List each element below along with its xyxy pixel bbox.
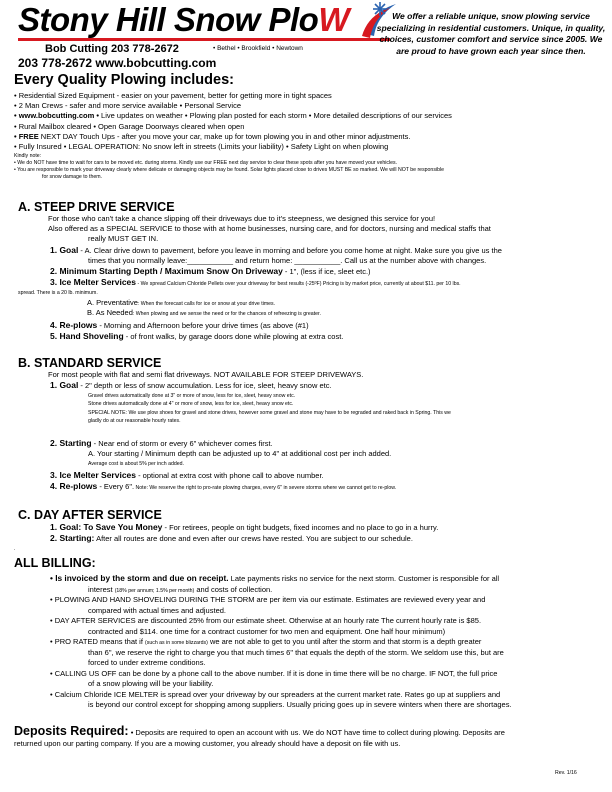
steep-depth-label: 2. Minimum Starting Depth / Maximum Snow On Driveway xyxy=(50,266,283,277)
free-bold: • FREE xyxy=(14,131,39,141)
billing-interest-rate: (18% per annum; 1.5% per month) xyxy=(114,587,195,594)
phone-website: 203 778-2672 www.bobcutting.com xyxy=(18,56,217,70)
dayafter-start-text: After all routes are done and even after our crews have rested. You are subject to our schedule. xyxy=(94,534,413,544)
steep-replow-label: 4. Re-plows xyxy=(50,320,98,330)
standard-replow-note: Note: We reserve the right to pro-rate plowing charges, every 6" in severe storms where we cannot get to re-plow. xyxy=(134,485,397,492)
billing-interest: interest xyxy=(88,584,115,594)
dayafter-goal-text: - For retirees, people on tight budgets, fixed incomes and no place to go in a hurry. xyxy=(162,523,439,532)
preventative-label: A. Preventative xyxy=(87,298,138,307)
standard-start-label: 2. Starting xyxy=(50,438,92,448)
deposits-block xyxy=(14,726,505,749)
steep-depth-text: - 1", (less if ice, sleet etc.) xyxy=(282,267,371,277)
dayafter-goal-label: 1. Goal: To Save You Money xyxy=(50,522,163,532)
billing-invoice-bold: • Is invoiced by the storm and due on receipt. xyxy=(50,573,229,583)
deposits-text2: returned upon our parting company. If you are a mowing customer, you already should have a deposit on file with us. xyxy=(14,739,401,748)
intro-line: • 2 Man Crews - safer and more service available • Personal Service xyxy=(14,101,242,111)
standard-start-text: - Near end of storm or every 6" whichever comes first. xyxy=(91,439,273,448)
billing-prorated: • PRO RATED means that if xyxy=(50,637,146,646)
dayafter-body xyxy=(50,522,438,544)
steep-replow-text: - Morning and Afternoon before your drive times (as above (#1) xyxy=(97,321,309,330)
web-bold: • www.bobcutting.com • xyxy=(14,111,99,121)
steep-p2b: really MUST GET IN. xyxy=(88,234,159,244)
contact-name-phone: Bob Cutting 203 778-2672 xyxy=(45,43,179,55)
steep-ice-text2: spread. There is a 20 lb. minimum. xyxy=(18,290,98,296)
billing-icemelter: • Calcium Chloride ICE MELTER is spread over your driveway by our spreaders at the current market rate. Rates go up at suppliers and xyxy=(50,689,501,699)
intro-list xyxy=(14,91,452,152)
billing-plowing-cont: compared with actual times and adjusted. xyxy=(88,605,226,615)
steep-shovel-text: - of front walks, by garage doors done while plowing at extra cost. xyxy=(123,332,344,342)
standard-more xyxy=(50,470,396,492)
billing-dayafter: • DAY AFTER SERVICES are discounted 25% from our estimate sheet. Otherwise at an hourly rate The current hourly rate is $85. xyxy=(50,616,482,625)
web-rest: Live updates on weather • Plowing plan posted for each storm • More detailed descriptions of our services xyxy=(98,111,452,121)
standard-ice-text: - optional at extra cost with phone call to above number. xyxy=(136,471,324,480)
intro-web-line xyxy=(14,111,452,121)
note-mark-cont: for snow damage to them. xyxy=(42,174,102,180)
deposits-heading: Deposits Required: xyxy=(14,724,129,738)
billing-calloff-cont: of a snow plowing will be your liability. xyxy=(88,679,214,688)
standard-replow-label: 4. Re-plows xyxy=(50,481,98,492)
steep-ice-text: - We spread Calcium Chloride Pellets over your driveway for best results (-25ºF) Pricing is by market price, currently at about $11. per 10 lbs. xyxy=(136,281,461,288)
steep-p2: Also offered as a SPECIAL SERVICE to those with at home businesses, nursing care, and for doctors, nursing and medical staffs that xyxy=(48,224,491,234)
steep-goal-text: - A. Clear drive down to pavement, before you leave in morning and before you come home at night. Make sure you give us the xyxy=(78,245,502,255)
preventative-text: : When the forecast calls for ice or snow at your drive times. xyxy=(137,301,276,307)
gravel-note: Gravel drives automatically done at 3" or more of snow, less for ice, sleet, heavy snow etc. xyxy=(88,393,296,399)
intro-notes xyxy=(14,153,444,181)
stray-dot: . xyxy=(14,546,16,552)
steep-goal-text2: times that you normally leave:___________ and return home: ___________. Call us at the number above with changes. xyxy=(88,255,487,265)
free-rest: NEXT DAY Touch Ups - after you move your car, make up for town plowing you in and other minor adjustments. xyxy=(38,131,411,141)
standard-avg-cost: Average cost is about 5% per inch added. xyxy=(88,461,184,467)
standard-p1: For most people with flat and semi flat driveways. NOT AVAILABLE FOR STEEP DRIVEWAYS. xyxy=(48,370,364,379)
standard-ice-label: 3. Ice Melter Services xyxy=(50,470,137,480)
intro-heading: Every Quality Plowing includes: xyxy=(14,72,234,88)
as-needed-text: : When plowing and we sense the need or for the chances of refreezing is greater. xyxy=(132,311,321,318)
intro-line: • Fully Insured • LEGAL OPERATION: No snow left in streets (Limits your liability) • Safety Light on when plowing xyxy=(14,142,389,152)
steep-p1: For those who can't take a chance slipping off their driveways due to it's steepness, we designed this service for you! xyxy=(48,214,436,223)
standard-start-a: A. Your starting / Minimum depth can be adjusted up to 4" at additional cost per inch added. xyxy=(88,449,392,459)
billing-prorated-rest: we are not able to get to you until after the storm and that storm is a depth greater xyxy=(207,637,482,646)
standard-goal-text: - 2" depth or less of snow accumulation. Less for ice, sleet, heavy snow etc. xyxy=(78,381,332,391)
billing-icemelter-cont: is beyond our control except for shopping among suppliers. Usually pricing goes up in severe winters when there are shortages. xyxy=(88,700,512,709)
company-title xyxy=(18,2,349,38)
billing-plowing: • PLOWING AND HAND SHOVELING DURING THE STORM are per item via our estimate. Estimates are reviewed every year and xyxy=(50,595,486,604)
billing-list xyxy=(50,573,512,711)
revision-date: Rev. 1/16 xyxy=(555,770,577,776)
note-mark: • You are responsible to mark your driveway clearly where delicate or damaging objects may be found. Solar lights placed close to drives MUST BE so marked. We will NOT be responsible xyxy=(14,167,444,173)
tagline: We offer a reliable unique, snow plowing service specializing in residential customers. Unique, in quality, choices, customer comfort and service since 2005. We are proud to have grown each year since then. xyxy=(376,11,606,56)
standard-start xyxy=(50,438,391,459)
steep-ice-label: 3. Ice Melter Services xyxy=(50,277,137,288)
standard-body xyxy=(48,370,363,391)
steep-body xyxy=(48,214,502,288)
billing-interest-rest: and costs of collection. xyxy=(194,584,273,594)
title-text: Stony Hill Snow Plo xyxy=(18,1,319,38)
special-note-cont: gladly do at our reasonable hourly rates. xyxy=(88,417,181,424)
billing-prorated-cont: than 6", we reserve the right to charge you that much times 6" that equals the depth of the storm. We seldom use this, but are xyxy=(88,647,504,657)
stone-note: Stone drives automatically done at 4" or more of snow, less for ice, sleet, heavy snow etc. xyxy=(88,401,294,408)
billing-prorated-cont2: forced to under extreme conditions. xyxy=(88,658,206,667)
intro-line: • Residential Sized Equipment - easier on your pavement, better for getting more in tight spaces xyxy=(14,91,332,100)
intro-line: • Rural Mailbox cleared • Open Garage Doorways cleared when open xyxy=(14,121,245,131)
title-w: W xyxy=(318,1,349,38)
intro-free-line xyxy=(14,132,452,142)
billing-heading: ALL BILLING: xyxy=(14,556,96,570)
steep-more xyxy=(50,320,343,342)
steep-ice-options xyxy=(87,298,321,318)
kindly-note: Kindly note: xyxy=(14,153,42,159)
dayafter-heading: C. DAY AFTER SERVICE xyxy=(18,508,162,522)
standard-replow-text: - Every 6". xyxy=(97,482,135,492)
steep-goal-label: 1. Goal xyxy=(50,244,79,255)
steep-heading: A. STEEP DRIVE SERVICE xyxy=(18,200,175,214)
deposits-text: • Deposits are required to open an account with us. We do NOT have time to collect during plowing. Deposits are xyxy=(128,728,505,737)
dayafter-start-label: 2. Starting: xyxy=(50,533,95,544)
standard-notes xyxy=(88,392,451,425)
billing-dayafter-cont: contracted and $114. one time for a contract customer for two men and equipment. One half hour minimum) xyxy=(88,626,446,636)
billing-calloff: • CALLING US OFF can be done by a phone call to the above number. If it is done in time there will be no charge. IF NOT, the full price xyxy=(50,668,498,678)
as-needed-label: B. As Needed xyxy=(87,308,133,318)
billing-prorated-small: (such as in some blizzards) xyxy=(145,640,208,646)
standard-heading: B. STANDARD SERVICE xyxy=(18,356,162,370)
billing-invoice-rest: Late payments risks no service for the next storm. Customer is responsible for all xyxy=(228,574,500,583)
steep-shovel-label: 5. Hand Shoveling xyxy=(50,331,124,342)
note-cars: • We do NOT have time to wait for cars to be moved etc. during storms. Kindly use our FREE next day service to clear these spots after you have moved your vehicles. xyxy=(14,160,398,166)
service-towns: • Bethel • Brookfield • Newtown xyxy=(213,45,303,52)
special-note: SPECIAL NOTE: We use plow shoes for gravel and stone drives, however some gravel and stone may have to be regraded and raked back in Spring. This we xyxy=(88,409,451,416)
standard-goal-label: 1. Goal xyxy=(50,380,79,391)
